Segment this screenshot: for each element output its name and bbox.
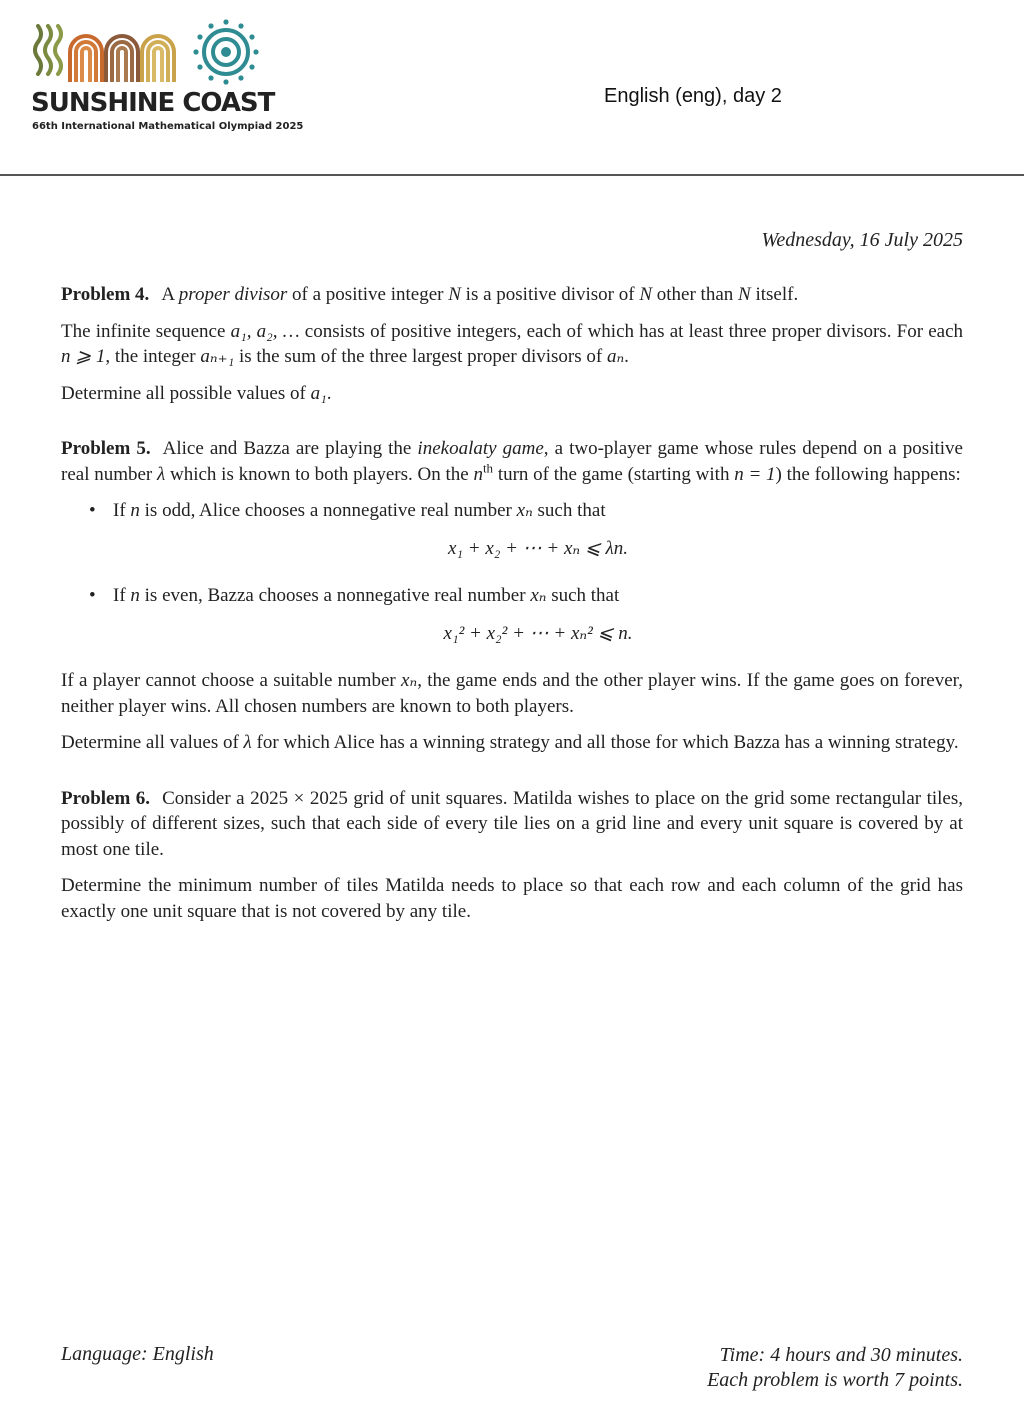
math-var: aₙ: [606, 346, 625, 367]
problem-4-statement: [61, 282, 963, 308]
math-var: xₙ: [530, 585, 547, 606]
game-rules-list: [61, 498, 963, 646]
equation-bazza: x₁² + x₂² + ⋯ + xₙ² ⩽ n.: [443, 622, 633, 644]
text: itself.: [750, 284, 799, 305]
logo-subtitle: 66th International Mathematical Olympiad 2025: [32, 121, 304, 132]
problem-4-title: Problem 4.: [61, 284, 150, 305]
text: such that: [532, 500, 606, 521]
text: is odd, Alice chooses a nonnegative real number: [139, 500, 517, 521]
footer-info: [707, 1343, 963, 1393]
math-var: λ: [243, 732, 252, 753]
text: The infinite sequence: [61, 320, 231, 342]
problem-6-statement: [61, 786, 963, 863]
footer-time: Time: 4 hours and 30 minutes.: [719, 1344, 963, 1366]
text: ) the following happens:: [775, 463, 961, 485]
text: Determine all values of: [61, 732, 244, 753]
text: such that: [546, 585, 620, 606]
sun-circle-icon: [193, 19, 258, 84]
problems-content: [61, 282, 963, 954]
exam-date: Wednesday, 16 July 2025: [761, 229, 963, 251]
footer-points: Each problem is worth 7 points.: [707, 1369, 963, 1391]
text: turn of the game (starting with: [493, 463, 735, 485]
text: is the sum of the three largest proper divisors of: [234, 346, 607, 367]
math-var: xₙ: [516, 500, 533, 521]
math-var: λ: [157, 463, 166, 485]
math-cond: n = 1: [734, 463, 776, 485]
problem-4-question: [61, 381, 963, 407]
text: If a player cannot choose a suitable number: [61, 670, 402, 691]
language-day-label: English (eng), day 2: [604, 85, 782, 107]
text: for which Alice has a winning strategy and all those for which Bazza has a winning strategy.: [251, 732, 959, 753]
term-proper-divisor: proper divisor: [178, 284, 288, 305]
footer-language: Language: English: [61, 1343, 214, 1365]
problem-5-statement: [61, 436, 963, 487]
problem-4-sequence: [61, 319, 963, 370]
header-divider: [0, 174, 1024, 176]
text: .: [326, 382, 332, 404]
text: is a positive divisor of: [460, 284, 640, 305]
problem-6: [61, 786, 963, 925]
text: , the integer: [105, 346, 201, 367]
arches-icon: [70, 36, 174, 82]
text: Determine all possible values of: [61, 382, 311, 404]
list-item: [61, 498, 963, 561]
problem-6-question: Determine the minimum number of tiles Matilda needs to place so that each row and each column of the grid has exactly one unit square that is not covered by any tile.: [61, 875, 963, 922]
problem-5-question: [61, 730, 963, 756]
problem-5-ending-rules: [61, 668, 963, 719]
bullet-icon: •: [89, 500, 96, 521]
wave-lines-icon: [35, 26, 61, 74]
text: which is known to both players. On the: [165, 463, 474, 485]
problem-6-title: Problem 6.: [61, 787, 151, 809]
text: If: [113, 585, 131, 606]
text: other than: [652, 284, 739, 305]
problem-4: [61, 282, 963, 406]
text: is even, Bazza chooses a nonnegative real number: [139, 585, 531, 606]
math-cond: n ⩾ 1: [61, 346, 106, 367]
superscript: th: [482, 460, 494, 476]
bullet-icon: •: [89, 585, 96, 606]
math-var: aₙ₊₁: [200, 346, 235, 367]
text: , a two-player game whose rules depend on a positive real number: [61, 438, 963, 485]
text: Alice and Bazza are playing the: [162, 438, 418, 459]
equation-alice: x₁ + x₂ + ⋯ + xₙ ⩽ λn.: [447, 537, 629, 559]
term-inekoalaty-game: inekoalaty game: [417, 438, 544, 459]
math-var: n: [130, 500, 140, 521]
text: consists of positive integers, each of which has at least three proper divisors. For each: [299, 320, 964, 342]
math-var: N: [639, 284, 652, 305]
math-var: N: [738, 284, 751, 305]
math-var: n: [473, 463, 483, 485]
problem-5-title: Problem 5.: [61, 438, 151, 459]
text: of a positive integer: [287, 284, 449, 305]
text: A: [161, 284, 179, 305]
math-seq: a₁, a₂, …: [230, 320, 300, 342]
imo-logo: [30, 16, 270, 136]
math-var: xₙ: [401, 670, 418, 691]
logo-title: SUNSHINE COAST: [31, 88, 275, 118]
list-item: [61, 583, 963, 646]
problem-5: [61, 436, 963, 756]
math-var: a₁: [310, 382, 327, 404]
text: Consider a 2025 × 2025 grid of unit squares. Matilda wishes to place on the grid some rectangular tiles, possibly of different sizes, such that each side of every tile lies on a grid line and every unit square is covered by at most one tile.: [61, 787, 963, 860]
text: .: [624, 346, 629, 367]
text: If: [113, 500, 131, 521]
math-var: N: [448, 284, 461, 305]
math-var: n: [130, 585, 140, 606]
text: , the game ends and the other player wins. If the game goes on forever, neither player wins. All chosen numbers are known to both players.: [61, 670, 963, 717]
